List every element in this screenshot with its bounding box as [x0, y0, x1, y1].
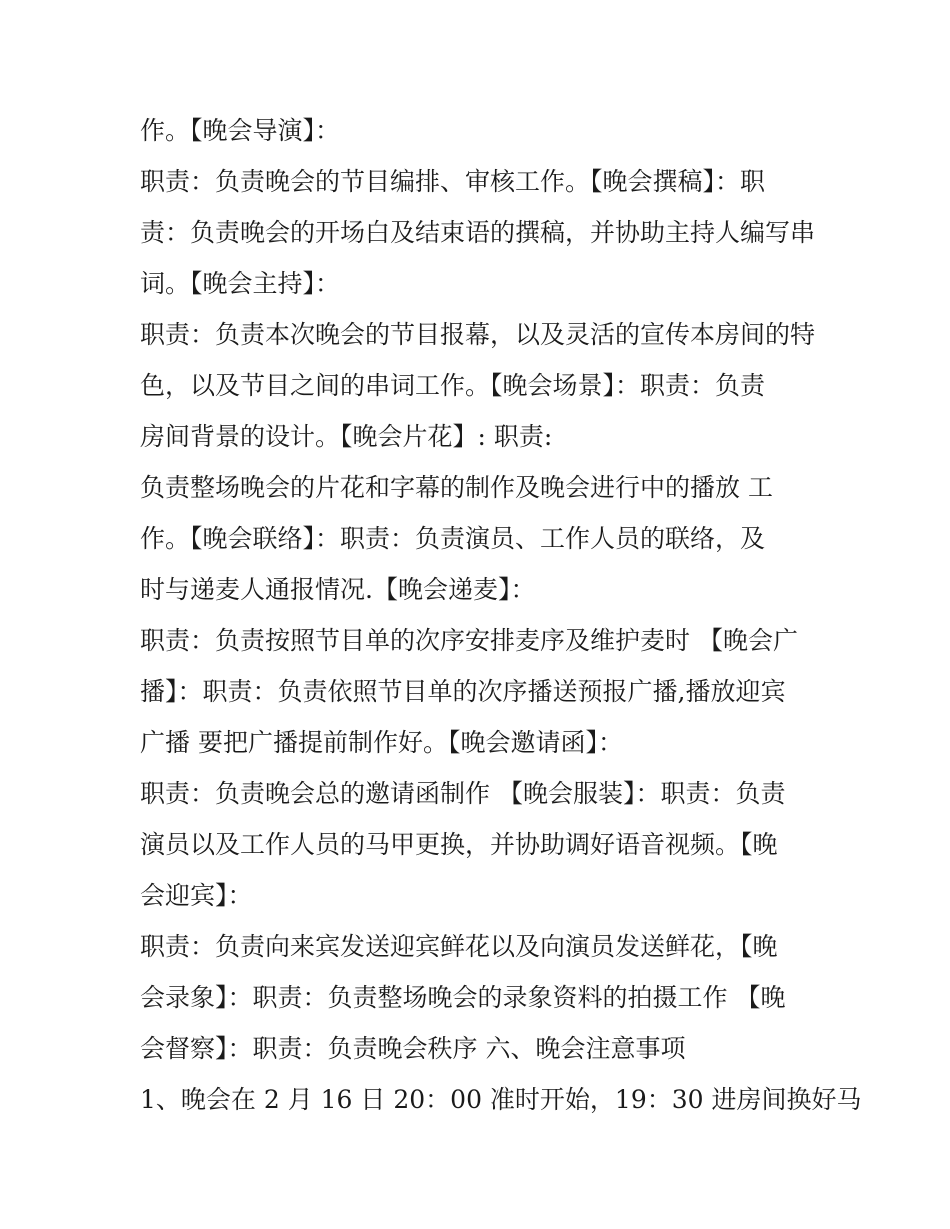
text-line: 演员以及工作人员的马甲更换，并协助调好语音视频。【晚: [140, 830, 778, 859]
text-line: 职责：负责本次晚会的节目报幕，以及灵活的宣传本房间的特: [140, 320, 816, 349]
text-line: 会迎宾】：: [140, 881, 253, 910]
text-line: 广播 要把广播提前制作好。【晚会邀请函】：: [140, 728, 623, 757]
text-line: 色，以及节目之间的串词工作。【晚会场景】：职责：负责: [140, 371, 766, 400]
text-line: 时与递麦人通报情况.【晚会递麦】：: [140, 575, 536, 604]
document-body: [140, 105, 862, 1125]
text-line: 职责：负责晚会总的邀请函制作 【晚会服装】：职责：负责: [140, 779, 786, 808]
text-line: 作。【晚会导演】：: [140, 116, 341, 145]
text-line: 会督察】：职责：负责晚会秩序 六、晚会注意事项: [140, 1034, 686, 1063]
text-line: 房间背景的设计。【晚会片花】: 职责:: [140, 422, 553, 451]
text-line: 播】：职责：负责依照节目单的次序播送预报广播,播放迎宾: [140, 677, 786, 706]
text-line: 职责：负责按照节目单的次序安排麦序及维护麦时 【晚会广: [140, 626, 798, 655]
text-line: 职责：负责晚会的节目编排、审核工作。【晚会撰稿】：职: [140, 167, 766, 196]
text-line: 1、晚会在 2 月 16 日 20：00 准时开始，19：30 进房间换好马: [140, 1085, 862, 1114]
text-line: 负责整场晚会的片花和字幕的制作及晚会进行中的播放 工: [140, 473, 773, 502]
text-line: 职责：负责向来宾发送迎宾鲜花以及向演员发送鲜花，【晚: [140, 932, 778, 961]
text-line: 作。【晚会联络】：职责：负责演员、工作人员的联络，及: [140, 524, 766, 553]
text-line: 会录象】：职责：负责整场晚会的录象资料的拍摄工作 【晚: [140, 983, 786, 1012]
text-line: 词。【晚会主持】：: [140, 269, 341, 298]
text-line: 责：负责晚会的开场白及结束语的撰稿，并协助主持人编写串: [140, 218, 816, 247]
